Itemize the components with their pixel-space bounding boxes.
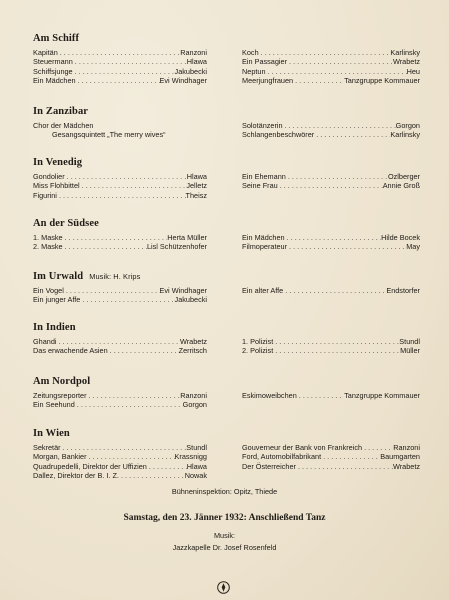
cast-row [242,337,420,346]
section [33,217,423,252]
cast-row [242,130,420,139]
section-title [33,217,423,230]
actor-name: Theisz [185,190,207,200]
dot-leader [75,400,183,409]
cast-row [242,48,420,57]
role-name: Eskimoweibchen [242,391,297,400]
role-name: Gesangsquintett „The merry wives“ [52,130,166,140]
cast-row [33,400,207,409]
role-name: Miss Flohbittel [33,181,80,191]
left-column [33,121,207,140]
actor-name: Annie Groß [382,181,420,191]
dot-leader [278,181,383,190]
right-column [242,233,420,252]
cast-row [242,57,420,66]
dot-leader [314,130,390,139]
dot-leader [287,242,406,251]
cast-row [33,191,207,200]
section-title-text: Im Urwald [33,271,84,282]
section [33,321,423,356]
role-name: Figurini [33,190,57,200]
section [33,270,423,305]
cast-row [33,242,207,251]
actor-name: Gorgon [182,400,207,410]
dot-leader [64,286,160,295]
section-title-text: An der Südsee [33,218,99,229]
dot-leader [63,233,168,242]
cast-row [33,286,207,295]
cast-row [242,242,420,251]
actor-name: Evi Windhager [159,76,207,86]
right-column [242,391,420,400]
band-name: Jazzkapelle Dr. Josef Rosenfeld [172,543,277,552]
actor-name: Zerritsch [178,346,207,356]
role-name: Ein Vogel [33,286,64,295]
section [33,427,423,481]
actor-name: Baumgarten [380,452,420,462]
left-column [33,391,207,410]
role-name: Schiffsjunge [33,66,73,76]
dot-leader [87,391,181,400]
dot-leader [285,233,381,242]
role-name: Ein Seehund [33,400,75,410]
role-name: Ghandi [33,337,57,346]
dot-leader [283,121,396,130]
actor-name: Jelletz [186,181,207,191]
left-column [33,337,207,356]
section [33,375,423,410]
left-column [33,172,207,200]
actor-name: Tanzgruppe Kommauer [344,76,420,86]
actor-name: Wrabetz [392,461,420,471]
cast-row [33,391,207,400]
dot-leader [297,391,344,400]
cast-row [33,452,207,461]
cast-row [242,462,420,471]
section-title-text: In Wien [33,428,70,439]
cast-row [33,233,207,242]
role-name: Koch [242,48,259,57]
role-name: Chor der Mädchen [33,121,94,130]
role-name: 2. Polizist [242,346,274,356]
section-title [33,321,423,334]
cast-row [242,443,420,452]
actor-name: Stundl [186,443,207,452]
event-headline: Samstag, den 23. Jänner 1932: Anschließend Tanz [123,513,326,523]
role-name: Ein Ehemann [242,172,286,181]
dot-leader [287,57,393,66]
actor-name: Hilde Bocek [381,233,420,242]
dot-leader [58,48,180,57]
role-name: Ford, Automobilfabrikant [242,452,322,462]
actor-name: Lisl Schützenhofer [146,242,207,252]
role-name: Gouverneur der Bank von Frankreich [242,443,363,452]
role-name: Ein junger Affe [33,295,81,305]
section-title-text: In Venedig [33,157,83,168]
section-title-text: Am Schiff [33,33,80,44]
cast-row [33,337,207,346]
left-column [33,286,207,305]
dot-leader [321,452,380,461]
actor-name: Hlawa [186,57,207,67]
role-name: Ein Passagier [242,57,288,67]
cast-row [242,233,420,242]
dot-leader [63,242,147,251]
section [33,32,423,86]
role-name: Quadrupedelli, Direktor der Uffizien [33,461,147,471]
right-column [242,172,420,191]
actor-name: Hlawa [186,461,207,471]
actor-name: Stundl [399,337,420,346]
actor-name: Karlinsky [390,130,420,140]
dot-leader [293,76,344,85]
cast-row [33,130,207,139]
dot-leader [273,346,400,355]
cast-row [242,286,420,295]
right-column [242,121,420,140]
actor-name: Endstorfer [386,286,420,295]
cast-row [33,76,207,85]
role-name: Sekretär [33,443,61,452]
cast-row [33,462,207,471]
cast-row [242,391,420,400]
role-name: Meerjungfrauen [242,76,294,86]
stage-inspection-line: Bühneninspektion: Opitz, Thiede [171,487,278,496]
role-name: Ein alter Affe [242,286,284,295]
role-name: Kapitän [33,48,58,57]
actor-name: Nowak [184,471,207,481]
right-column [242,443,420,471]
actor-name: Ranzoni [180,391,207,400]
cast-row [33,295,207,304]
role-name: Der Österreicher [242,461,296,471]
section-title-text: Am Nordpol [33,376,91,387]
section-title [33,427,423,440]
section-title [33,270,423,283]
cast-row [242,121,420,130]
round-emblem-icon [217,581,230,594]
role-name: Das erwachende Asien [33,346,108,356]
cast-row [33,121,207,130]
actor-name: Tanzgruppe Kommauer [344,391,420,400]
role-name: Solotänzerin [242,121,283,130]
actor-name: May [406,242,420,252]
cast-row [33,48,207,57]
actor-name: Ranzoni [180,48,207,57]
dot-leader [273,337,399,346]
section-title [33,156,423,169]
dot-leader [80,295,174,304]
role-name: 1. Polizist [242,337,274,346]
dot-leader [259,48,391,57]
actor-name: Krassnigg [174,452,207,462]
cast-row [33,443,207,452]
actor-name: Herta Müller [167,233,207,242]
left-column [33,48,207,86]
dot-leader [73,67,175,76]
right-column [242,337,420,356]
cast-row [33,346,207,355]
left-column [33,443,207,481]
left-column [33,233,207,252]
role-name: Neptun [242,66,266,76]
actor-name: Heu [406,66,420,76]
section-title [33,105,423,118]
dot-leader [119,471,185,480]
actor-name: Evi Windhager [159,286,207,295]
dot-leader [65,172,187,181]
dot-leader [147,462,187,471]
section-title [33,375,423,388]
cast-row [33,57,207,66]
actor-name: Ozlberger [387,172,420,181]
section-title-text: In Zanzibar [33,106,89,117]
dot-leader [73,57,187,66]
section [33,105,423,140]
role-name: 2. Maske [33,242,63,252]
cast-row [33,67,207,76]
role-name: Dallez, Direktor der B. I. Z. [33,471,119,481]
actor-name: Müller [400,346,420,356]
dot-leader [87,452,175,461]
actor-name: Jakubecki [174,66,207,76]
cast-row [242,452,420,461]
section [33,156,423,200]
role-name: Schlangenbeschwörer [242,130,315,140]
section-title [33,32,423,45]
dot-leader [296,462,393,471]
role-name: Seine Frau [242,181,278,191]
dot-leader [286,172,388,181]
actor-name: Ranzoni [393,443,420,452]
role-name: Steuermann [33,57,73,67]
role-name: Gondolier [33,172,65,181]
right-column [242,48,420,86]
dot-leader [57,337,180,346]
actor-name: Wrabetz [179,337,207,346]
right-column [242,286,420,295]
dot-leader [362,443,393,452]
dot-leader [57,191,186,200]
cast-row [242,67,420,76]
actor-name: Hlawa [186,172,207,181]
actor-name: Gorgon [395,121,420,130]
cast-row [242,172,420,181]
cast-row [33,181,207,190]
dot-leader [80,181,187,190]
role-name: 1. Maske [33,233,63,242]
role-name: Ein Mädchen [33,76,76,86]
dot-leader [61,443,187,452]
role-name: Ein Mädchen [242,233,285,242]
dot-leader [108,346,179,355]
actor-name: Jakubecki [174,295,207,305]
cast-row [242,76,420,85]
cast-row [242,346,420,355]
cast-row [33,471,207,480]
role-name: Morgan, Bankier [33,452,87,462]
dot-leader [283,286,386,295]
section-title-text: In Indien [33,322,76,333]
cast-row [33,172,207,181]
actor-name: Karlinsky [390,48,420,57]
cast-row [242,181,420,190]
role-name: Zeitungsreporter [33,391,87,400]
dot-leader [76,76,160,85]
role-name: Filmoperateur [242,242,288,252]
section-music-credit: Musik: H. Krips [89,272,141,281]
actor-name: Wrabetz [392,57,420,67]
dot-leader [266,67,407,76]
music-label: Musik: [213,531,236,540]
